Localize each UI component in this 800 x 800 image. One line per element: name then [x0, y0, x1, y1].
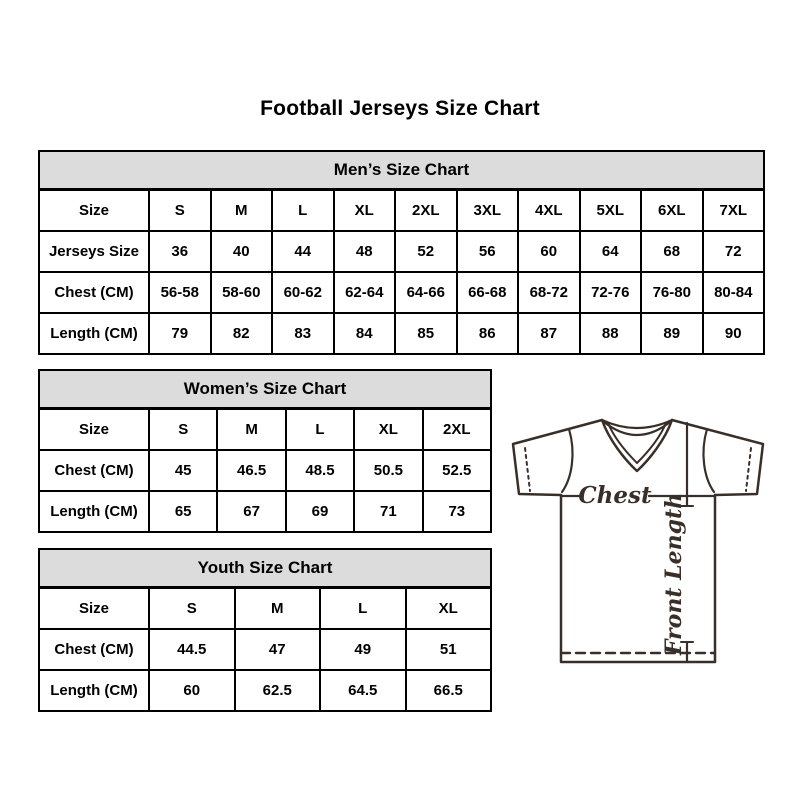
size-cell: 52.5 [423, 450, 491, 491]
size-cell: 62.5 [235, 670, 321, 711]
size-cell: 52 [395, 231, 457, 272]
size-cell: 82 [211, 313, 273, 354]
size-cell: 46.5 [217, 450, 285, 491]
row-label: Chest (CM) [39, 450, 149, 491]
jersey-measurement-diagram [505, 398, 775, 690]
size-cell: M [235, 588, 321, 630]
table-row [39, 313, 764, 354]
size-cell: 72 [703, 231, 765, 272]
jersey-right-cuff-stitch [746, 448, 751, 491]
size-cell: 87 [518, 313, 580, 354]
row-label: Length (CM) [39, 670, 149, 711]
size-cell: 56 [457, 231, 519, 272]
size-cell: L [320, 588, 406, 630]
size-cell: 73 [423, 491, 491, 532]
size-cell: L [272, 190, 334, 232]
size-cell: 88 [580, 313, 642, 354]
size-cell: 64-66 [395, 272, 457, 313]
size-cell: XL [354, 409, 422, 451]
size-cell: 64 [580, 231, 642, 272]
size-cell: 66.5 [406, 670, 492, 711]
size-cell: 44 [272, 231, 334, 272]
size-cell: 79 [149, 313, 211, 354]
table-row [39, 491, 491, 532]
row-label: Length (CM) [39, 313, 149, 354]
table-row [39, 588, 491, 630]
size-cell: 72-76 [580, 272, 642, 313]
table-row [39, 272, 764, 313]
table-header-row [39, 370, 491, 409]
womens-size-table [38, 369, 492, 533]
size-cell: 6XL [641, 190, 703, 232]
table-title: Women’s Size Chart [39, 370, 491, 409]
size-cell: M [217, 409, 285, 451]
size-cell: 83 [272, 313, 334, 354]
mens-size-table [38, 150, 765, 355]
size-cell: 2XL [423, 409, 491, 451]
row-label: Size [39, 588, 149, 630]
size-cell: 84 [334, 313, 396, 354]
size-cell: 85 [395, 313, 457, 354]
table-row [39, 670, 491, 711]
jersey-body-outline [561, 492, 715, 662]
size-cell: 5XL [580, 190, 642, 232]
size-cell: 60-62 [272, 272, 334, 313]
jersey-left-armhole-seam [562, 429, 573, 492]
size-cell: 60 [518, 231, 580, 272]
size-cell: 4XL [518, 190, 580, 232]
row-label: Chest (CM) [39, 629, 149, 670]
table-header-row [39, 549, 491, 588]
size-cell: 80-84 [703, 272, 765, 313]
size-cell: 50.5 [354, 450, 422, 491]
size-cell: 3XL [457, 190, 519, 232]
size-cell: 76-80 [641, 272, 703, 313]
size-cell: M [211, 190, 273, 232]
size-cell: 40 [211, 231, 273, 272]
size-cell: 89 [641, 313, 703, 354]
table-row [39, 629, 491, 670]
jersey-illustration [505, 398, 775, 690]
size-cell: 48 [334, 231, 396, 272]
table-row [39, 231, 764, 272]
size-cell: 64.5 [320, 670, 406, 711]
size-cell: 86 [457, 313, 519, 354]
table-title: Youth Size Chart [39, 549, 491, 588]
table-title: Men’s Size Chart [39, 151, 764, 190]
size-cell: 66-68 [457, 272, 519, 313]
size-cell: 71 [354, 491, 422, 532]
size-cell: 60 [149, 670, 235, 711]
size-cell: 51 [406, 629, 492, 670]
table-row [39, 450, 491, 491]
table-row [39, 190, 764, 232]
size-cell: 44.5 [149, 629, 235, 670]
row-label: Chest (CM) [39, 272, 149, 313]
row-label: Size [39, 190, 149, 232]
row-label: Jerseys Size [39, 231, 149, 272]
size-cell: 2XL [395, 190, 457, 232]
size-cell: 90 [703, 313, 765, 354]
size-cell: 49 [320, 629, 406, 670]
size-cell: 45 [149, 450, 217, 491]
jersey-right-armhole-seam [703, 429, 714, 492]
size-cell: 7XL [703, 190, 765, 232]
youth-size-table [38, 548, 492, 712]
size-cell: 48.5 [286, 450, 354, 491]
row-label: Size [39, 409, 149, 451]
chest-label: Chest [578, 482, 652, 509]
page-title: Football Jerseys Size Chart [260, 97, 540, 120]
size-cell: 68 [641, 231, 703, 272]
size-cell: L [286, 409, 354, 451]
size-cell: 47 [235, 629, 321, 670]
size-cell: S [149, 409, 217, 451]
table-row [39, 409, 491, 451]
size-cell: 36 [149, 231, 211, 272]
size-cell: 56-58 [149, 272, 211, 313]
jersey-left-cuff-stitch [525, 448, 530, 491]
row-label: Length (CM) [39, 491, 149, 532]
size-cell: S [149, 190, 211, 232]
table-header-row [39, 151, 764, 190]
size-cell: S [149, 588, 235, 630]
size-cell: 69 [286, 491, 354, 532]
size-cell: XL [334, 190, 396, 232]
size-cell: 62-64 [334, 272, 396, 313]
size-cell: 67 [217, 491, 285, 532]
size-cell: 58-60 [211, 272, 273, 313]
front-length-label: Front Length [661, 492, 687, 656]
size-cell: 65 [149, 491, 217, 532]
size-cell: 68-72 [518, 272, 580, 313]
size-cell: XL [406, 588, 492, 630]
